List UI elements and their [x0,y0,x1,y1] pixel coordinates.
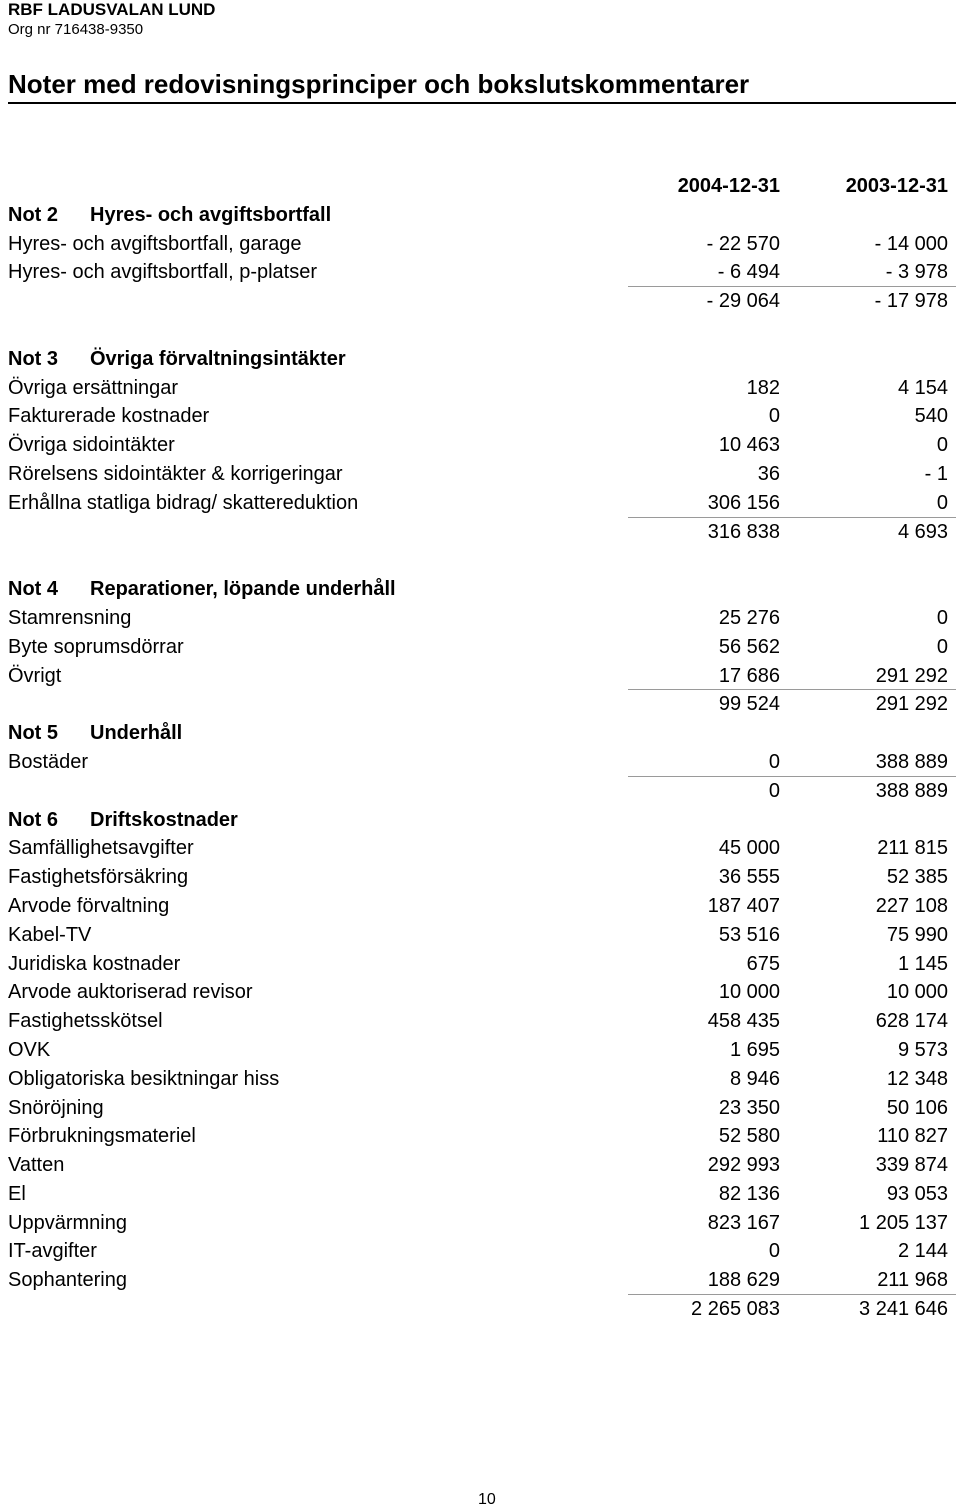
total-2003: 388 889 [875,779,948,802]
note-title: Övriga förvaltningsintäkter [90,347,346,370]
total-2004: 99 524 [718,693,780,716]
value-2003: 0 [936,491,948,514]
value-2004: 17 686 [718,664,780,687]
total-2004: 2 265 083 [691,1298,780,1321]
section-spacer [0,546,960,575]
row-label: Övrigt [8,664,62,687]
note-heading [0,201,960,230]
note-title: Hyres- och avgiftsbortfall [90,203,332,226]
row-label: Bostäder [8,750,89,773]
total-2004: - 29 064 [706,290,780,313]
value-2004: 45 000 [718,837,780,860]
row-label: Samfällighetsavgifter [8,837,194,860]
page-title-bar [8,64,956,104]
value-2003: 227 108 [875,894,948,917]
value-2004: 187 407 [707,894,780,917]
value-2003: 339 874 [875,1154,948,1177]
row-label: IT-avgifter [8,1240,97,1263]
total-2003: 3 241 646 [859,1298,948,1321]
note-row [0,230,960,259]
value-2003: 211 815 [877,837,948,860]
note-row [0,834,960,863]
note-total-row [0,690,960,719]
row-label: Juridiska kostnader [8,952,181,975]
note-row [0,1065,960,1094]
note-row [0,258,960,287]
value-2004: 82 136 [718,1182,780,1205]
row-label: Rörelsens sidointäkter & korrigeringar [8,462,343,485]
row-label: Obligatoriska besiktningar hiss [8,1067,280,1090]
value-2004: 458 435 [707,1010,780,1033]
value-2003: 12 348 [886,1067,948,1090]
value-2003: 93 053 [886,1182,948,1205]
value-2003: 1 145 [897,952,948,975]
column-header-2004: 2004-12-31 [677,175,780,197]
note-heading [0,575,960,604]
value-2004: 188 629 [707,1269,780,1292]
note-row [0,1122,960,1151]
note-title: Underhåll [90,722,183,745]
row-label: Stamrensning [8,606,132,629]
row-label: Fastighetsskötsel [8,1010,163,1033]
value-2004: 292 993 [707,1154,780,1177]
value-2004: 25 276 [718,606,780,629]
note-number: Not 3 [8,347,58,370]
value-2004: 36 [757,462,780,485]
page-title: Noter med redovisningsprinciper och bokslutskommentarer [8,69,750,99]
note-row [0,921,960,950]
row-label: Arvode auktoriserad revisor [8,981,253,1004]
value-2004: 53 516 [718,923,780,946]
note-row [0,460,960,489]
row-label: Snöröjning [8,1096,104,1119]
row-label: Arvode förvaltning [8,894,170,917]
value-2003: 291 292 [875,664,948,687]
value-2003: - 1 [924,462,948,485]
org-number: Org nr 716438-9350 [8,21,144,38]
note-title: Driftskostnader [90,808,238,831]
note-row [0,1007,960,1036]
note-total-row [0,777,960,806]
note-total-row [0,518,960,547]
note-row [0,892,960,921]
note-row [0,1237,960,1266]
value-2003: 10 000 [886,981,948,1004]
note-row [0,1036,960,1065]
value-2004: 56 562 [718,635,780,658]
total-2003: - 17 978 [874,290,948,313]
value-2004: 306 156 [707,491,780,514]
value-2003: 0 [936,635,948,658]
value-2004: 823 167 [707,1211,780,1234]
value-2004: - 6 494 [717,261,780,284]
value-2003: 388 889 [875,750,948,773]
value-2004: 0 [768,405,780,428]
note-heading [0,345,960,374]
note-row [0,1209,960,1238]
note-row [0,662,960,691]
note-row [0,402,960,431]
note-heading [0,719,960,748]
org-name: RBF LADUSVALAN LUND [8,0,216,19]
note-row [0,748,960,777]
column-header-row [0,172,960,201]
row-label: Kabel-TV [8,923,92,946]
row-label: Vatten [8,1154,65,1177]
value-2004: 10 000 [718,981,780,1004]
note-row [0,1266,960,1295]
notes-table [0,172,960,1324]
value-2004: - 22 570 [706,232,780,255]
row-label: Sophantering [8,1269,127,1292]
value-2003: 211 968 [877,1269,948,1292]
value-2003: 0 [936,606,948,629]
total-2003: 4 693 [897,520,948,543]
value-2004: 182 [746,376,780,399]
value-2003: 9 573 [897,1038,948,1061]
value-2003: 540 [914,405,948,428]
value-2004: 8 946 [729,1067,780,1090]
total-2004: 316 838 [707,520,780,543]
value-2004: 1 695 [729,1038,780,1061]
note-row [0,633,960,662]
row-label: Uppvärmning [8,1211,127,1234]
note-row [0,1151,960,1180]
row-label: Erhållna statliga bidrag/ skattereduktion [8,491,359,514]
value-2003: 75 990 [886,923,948,946]
value-2003: 0 [936,434,948,457]
note-heading [0,806,960,835]
note-row [0,950,960,979]
notes-container [0,201,960,1324]
row-label: Förbrukningsmateriel [8,1125,196,1148]
row-label: Fastighetsförsäkring [8,866,189,889]
value-2003: 52 385 [886,866,948,889]
value-2003: 628 174 [875,1010,948,1033]
note-number: Not 2 [8,203,58,226]
total-2003: 291 292 [875,693,948,716]
page-number: 10 [478,1491,496,1508]
value-2003: - 14 000 [874,232,948,255]
row-label: Hyres- och avgiftsbortfall, p-platser [8,261,318,284]
value-2003: 4 154 [897,376,948,399]
total-2004: 0 [768,779,780,802]
value-2004: 10 463 [718,434,780,457]
value-2004: 36 555 [718,866,780,889]
note-row [0,604,960,633]
note-number: Not 6 [8,808,58,831]
value-2004: 0 [768,1240,780,1263]
note-total-row [0,287,960,316]
note-number: Not 5 [8,722,58,745]
row-label: OVK [8,1038,51,1061]
row-label: Byte soprumsdörrar [8,635,184,658]
note-row [0,1180,960,1209]
value-2003: 1 205 137 [859,1211,948,1234]
value-2003: 110 827 [877,1125,948,1148]
note-row [0,489,960,518]
value-2003: 2 144 [897,1240,948,1263]
note-number: Not 4 [8,578,58,601]
value-2004: 52 580 [718,1125,780,1148]
column-header-2003: 2003-12-31 [845,175,948,197]
value-2004: 0 [768,750,780,773]
row-label: El [8,1182,26,1205]
note-row [0,374,960,403]
note-title: Reparationer, löpande underhåll [90,578,396,601]
note-total-row [0,1295,960,1324]
row-label: Övriga sidointäkter [8,434,175,457]
note-row [0,431,960,460]
row-label: Övriga ersättningar [8,376,179,399]
section-spacer [0,316,960,345]
note-row [0,978,960,1007]
note-row [0,1094,960,1123]
row-label: Hyres- och avgiftsbortfall, garage [8,232,302,255]
value-2003: 50 106 [886,1096,948,1119]
row-label: Fakturerade kostnader [8,405,210,428]
value-2003: - 3 978 [885,261,948,284]
note-row [0,863,960,892]
value-2004: 23 350 [718,1096,780,1119]
value-2004: 675 [746,952,780,975]
